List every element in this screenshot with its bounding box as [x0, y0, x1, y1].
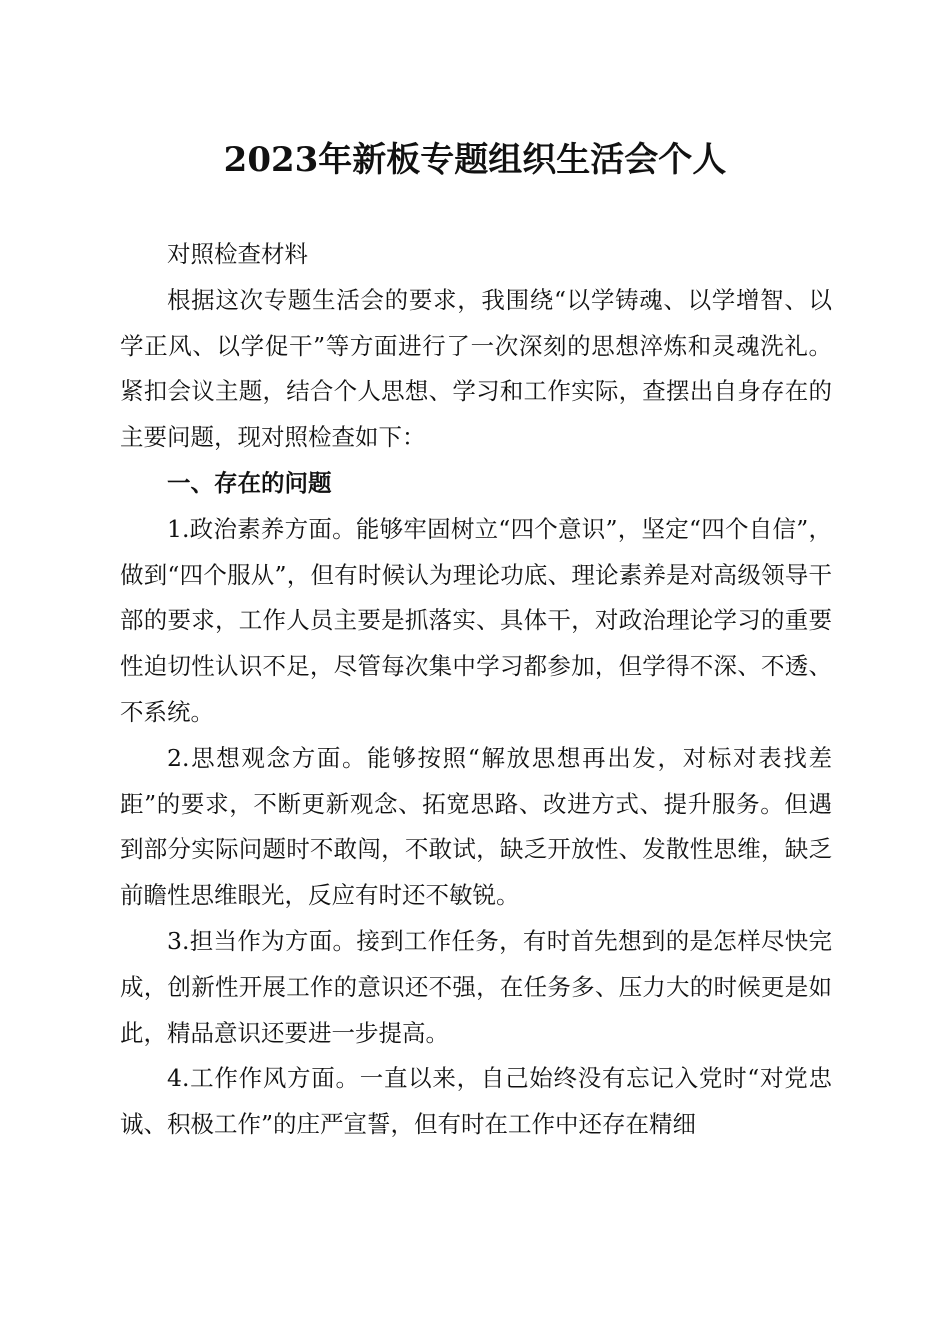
- item-paragraph-1: 1.政治素养方面。能够牢固树立“四个意识”，坚定“四个自信”，做到“四个服从”，但有时候认为理论功底、理论素养是对高级领导干部的要求，工作人员主要是抓落实、具体干，对政治理论学习的重要性迫切性认识不足，尽管每次集中学习都参加，但学得不深、不透、不系统。: [120, 514, 832, 726]
- section-heading: 一、存在的问题: [167, 468, 332, 497]
- item-paragraph-3: 3.担当作为方面。接到工作任务，有时首先想到的是怎样尽快完成，创新性开展工作的意识还不强，在任务多、压力大的时候更是如此，精品意识还要进一步提高。: [120, 926, 832, 1047]
- document-body: [120, 232, 832, 1148]
- item-paragraph-2: 2.思想观念方面。能够按照“解放思想再出发，对标对表找差距”的要求，不断更新观念、拓宽思路、改进方式、提升服务。但遇到部分实际问题时不敢闯，不敢试，缺乏开放性、发散性思维，缺乏前瞻性思维眼光，反应有时还不敏锐。: [120, 743, 832, 910]
- document-title: 2023年新板专题组织生活会个人: [223, 140, 727, 180]
- intro-paragraph: 根据这次专题生活会的要求，我围绕“以学铸魂、以学增智、以学正风、以学促干”等方面进行了一次深刻的思想淬炼和灵魂洗礼。紧扣会议主题，结合个人思想、学习和工作实际，查摆出自身存在的主要问题，现对照检查如下：: [120, 285, 832, 452]
- item-paragraph-4: 4.工作作风方面。一直以来，自己始终没有忘记入党时“对党忠诚、积极工作”的庄严宣誓，但有时在工作中还存在精细: [120, 1064, 832, 1139]
- subtitle-paragraph: 对照检查材料: [167, 240, 308, 268]
